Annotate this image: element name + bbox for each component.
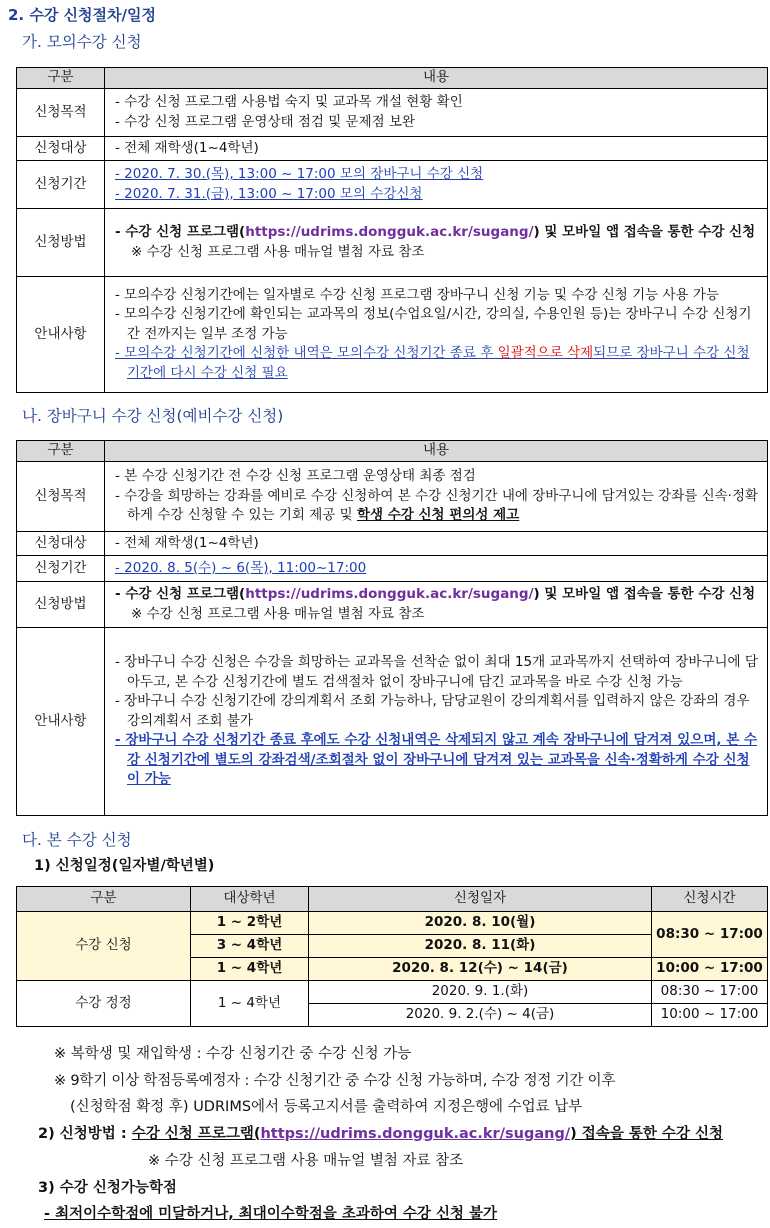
purpose-content	[105, 89, 768, 137]
list-item: - 모의수강 신청기간에 확인되는 교과목의 정보(수업요일/시간, 강의실, 수용인원 등)는 장바구니 수강 신청기간 전까지는 일부 조정 가능	[111, 305, 761, 344]
program-url-link[interactable]: https://udrims.dongguk.ac.kr/sugang/	[245, 585, 534, 602]
method-label: 신청방법	[17, 209, 105, 277]
modification-label: 수강 정정	[17, 981, 191, 1027]
list-item: - 수강 신청 프로그램(https://udrims.dongguk.ac.kr/sugang/) 및 모바일 앱 접속을 통한 수강 신청	[111, 585, 761, 605]
table-cell: 2020. 8. 12(수) ~ 14(금)	[309, 958, 652, 981]
credits-subtitle: 3) 수강 신청가능학점	[38, 1180, 177, 1196]
table-cell: 3 ~ 4학년	[191, 935, 309, 958]
schedule-subtitle: 1) 신청일정(일자별/학년별)	[34, 858, 215, 874]
period-label: 신청기간	[17, 161, 105, 209]
schedule-table	[16, 886, 768, 1027]
table-cell: 10:00 ~ 17:00	[652, 1004, 768, 1027]
table-cell: 1 ~ 2학년	[191, 912, 309, 935]
list-item: - 모의수강 신청기간에 신청한 내역은 모의수강 신청기간 종료 후 일괄적으로 삭제되므로 장바구니 수강 신청기간에 다시 수강 신청 필요	[111, 344, 761, 383]
table-cell: 1 ~ 4학년	[191, 958, 309, 981]
target-label: 신청대상	[17, 137, 105, 161]
table-cell: 08:30 ~ 17:00	[652, 981, 768, 1004]
list-item: - 모의수강 신청기간에는 일자별로 수강 신청 프로그램 장바구니 신청 기능 및 수강 신청 기능 사용 가능	[111, 286, 761, 306]
target-label: 신청대상	[17, 532, 105, 556]
table-cell: 08:30 ~ 17:00	[652, 912, 768, 958]
list-item: - 전체 재학생(1~4학년)	[111, 139, 761, 159]
section-c-title: 다. 본 수강 신청	[22, 831, 132, 849]
list-item: - 수강을 희망하는 강좌를 예비로 수강 신청하여 본 수강 신청기간 내에 장바구니에 담겨있는 강좌를 신속·정확하게 수강 신청할 수 있는 기회 제공 및 학생 수강 신청 편의성 제고	[111, 487, 761, 526]
note-ninth-semester-cont: (신청학점 확정 후) UDRIMS에서 등록고지서를 출력하여 지정은행에 수업료 납부	[70, 1099, 583, 1115]
mock-registration-table	[16, 67, 768, 393]
table-cell: 2020. 8. 10(월)	[309, 912, 652, 935]
target-content	[105, 532, 768, 556]
section-b-title: 나. 장바구니 수강 신청(예비수강 신청)	[22, 407, 284, 425]
header-date: 신청일자	[309, 887, 652, 912]
manual-note: ※ 수강 신청 프로그램 사용 매뉴얼 별첨 자료 참조	[131, 243, 425, 260]
guide-label: 안내사항	[17, 277, 105, 393]
method-content	[105, 582, 768, 628]
manual-note: ※ 수강 신청 프로그램 사용 매뉴얼 별첨 자료 참조	[131, 605, 425, 622]
list-item: - 2020. 8. 5(수) ~ 6(목), 11:00~17:00	[111, 559, 761, 579]
list-item: - 수강 신청 프로그램 운영상태 점검 및 문제점 보완	[111, 113, 761, 133]
header-category: 구분	[17, 441, 105, 462]
list-item: - 수강 신청 프로그램 사용법 숙지 및 교과목 개설 현황 확인	[111, 93, 761, 113]
credits-rule: - 최저이수학점에 미달하거나, 최대이수학점을 초과하여 수강 신청 불가	[44, 1206, 498, 1222]
period-label: 신청기간	[17, 556, 105, 582]
list-item: - 장바구니 수강 신청기간 종료 후에도 수강 신청내역은 삭제되지 않고 계속 장바구니에 담겨져 있으며, 본 수강 신청기간에 별도의 강좌검색/조회절차 없이 장바구니에 담겨져 있는 교과목을 신속·정확하게 수강 신청이 가능	[111, 731, 761, 790]
header-grade: 대상학년	[191, 887, 309, 912]
method-label: 신청방법	[17, 582, 105, 628]
list-item: - 전체 재학생(1~4학년)	[111, 534, 761, 554]
guide-content	[105, 277, 768, 393]
manual-note: ※ 수강 신청 프로그램 사용 매뉴얼 별첨 자료 참조	[148, 1153, 464, 1169]
method-content	[105, 209, 768, 277]
table-cell: 2020. 9. 1.(화)	[309, 981, 652, 1004]
note-returning-students: ※ 복학생 및 재입학생 : 수강 신청기간 중 수강 신청 가능	[54, 1046, 412, 1062]
section-a-title: 가. 모의수강 신청	[22, 33, 142, 51]
program-url-link[interactable]: https://udrims.dongguk.ac.kr/sugang/	[245, 223, 534, 240]
note-ninth-semester: ※ 9학기 이상 학점등록예정자 : 수강 신청기간 중 수강 신청 가능하며, 수강 정정 기간 이후	[54, 1073, 616, 1089]
list-item: - 장바구니 수강 신청기간에 강의계획서 조회 가능하나, 담당교원이 강의계획서를 입력하지 않은 강좌의 경우 강의계획서 조회 불가	[111, 692, 761, 731]
period-content	[105, 556, 768, 582]
basket-registration-table	[16, 440, 768, 816]
list-item: - 수강 신청 프로그램(https://udrims.dongguk.ac.kr/sugang/) 및 모바일 앱 접속을 통한 수강 신청	[111, 223, 761, 243]
target-content	[105, 137, 768, 161]
purpose-content	[105, 462, 768, 532]
header-content: 내용	[105, 441, 768, 462]
section-heading: 2. 수강 신청절차/일정	[8, 6, 156, 24]
table-cell: 2020. 9. 2.(수) ~ 4(금)	[309, 1004, 652, 1027]
list-item: - 본 수강 신청기간 전 수강 신청 프로그램 운영상태 최종 점검	[111, 467, 761, 487]
header-content: 내용	[105, 68, 768, 89]
list-item: - 2020. 7. 31.(금), 13:00 ~ 17:00 모의 수강신청	[111, 185, 761, 205]
purpose-label: 신청목적	[17, 462, 105, 532]
purpose-label: 신청목적	[17, 89, 105, 137]
table-cell: 10:00 ~ 17:00	[652, 958, 768, 981]
list-item: - 2020. 7. 30.(목), 13:00 ~ 17:00 모의 장바구니 수강 신청	[111, 165, 761, 185]
list-item: - 장바구니 수강 신청은 수강을 희망하는 교과목을 선착순 없이 최대 15개 교과목까지 선택하여 장바구니에 담아두고, 본 수강 신청기간에 별도 검색절차 없이 장바구니에 담긴 교과목을 바로 수강 신청 가능	[111, 653, 761, 692]
table-cell: 1 ~ 4학년	[191, 981, 309, 1027]
header-category: 구분	[17, 68, 105, 89]
guide-content	[105, 628, 768, 816]
header-category: 구분	[17, 887, 191, 912]
method-line: 2) 신청방법 : 수강 신청 프로그램(https://udrims.dongguk.ac.kr/sugang/) 접속을 통한 수강 신청	[38, 1126, 724, 1142]
period-content	[105, 161, 768, 209]
table-cell: 2020. 8. 11(화)	[309, 935, 652, 958]
registration-label: 수강 신청	[17, 912, 191, 981]
header-time: 신청시간	[652, 887, 768, 912]
guide-label: 안내사항	[17, 628, 105, 816]
program-url-link[interactable]: https://udrims.dongguk.ac.kr/sugang/	[260, 1126, 571, 1142]
